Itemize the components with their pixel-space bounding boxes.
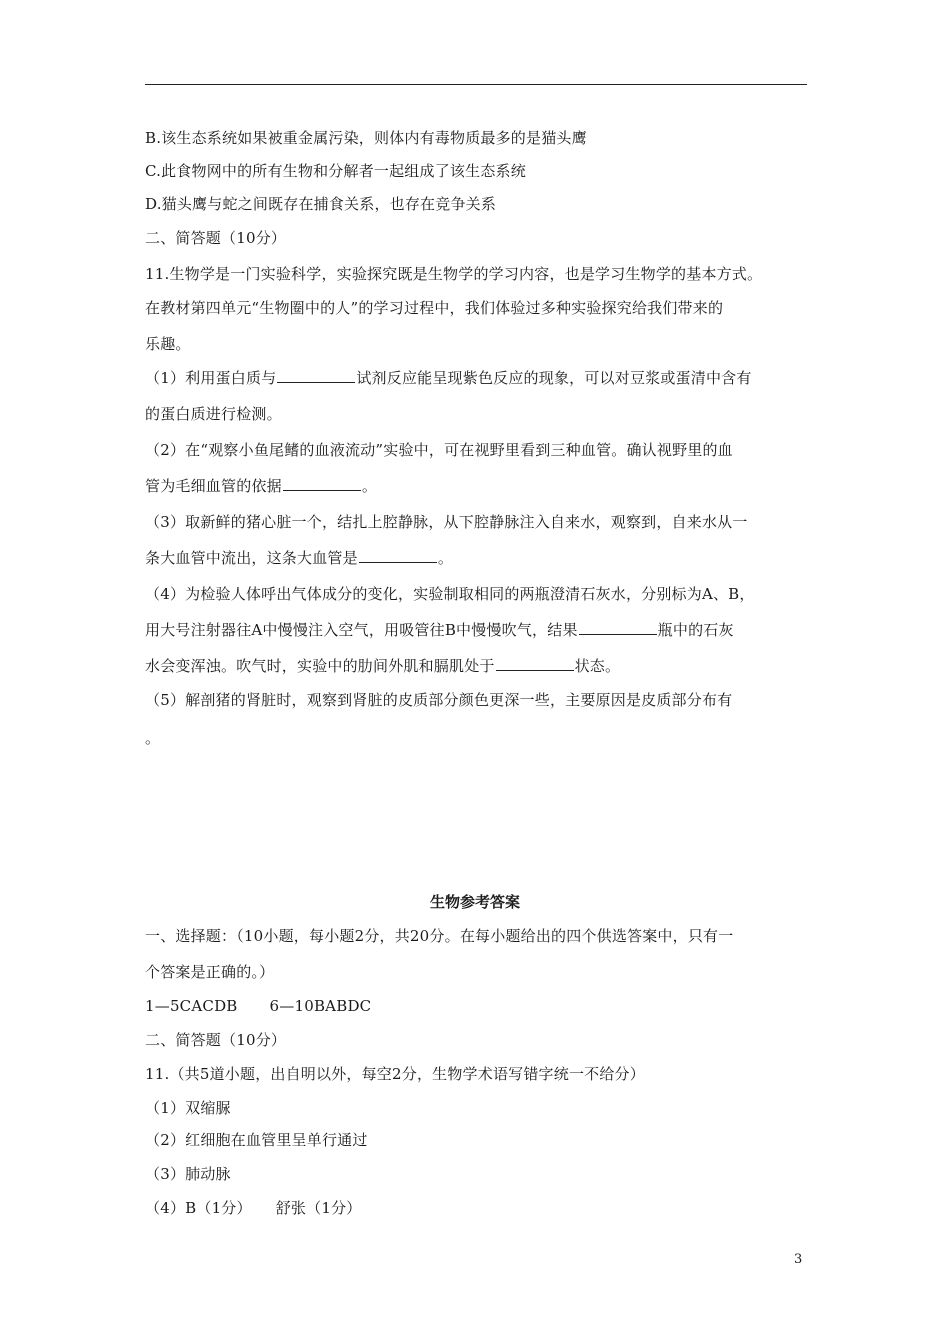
option-c: C.此食物网中的所有生物和分解者一起组成了该生态系统 bbox=[145, 162, 526, 180]
answers-section2-heading: 二、简答题（10分） bbox=[145, 1031, 287, 1049]
answer-1: （1）双缩脲 bbox=[145, 1099, 231, 1117]
answer-blank-2[interactable] bbox=[283, 476, 361, 491]
answer-blank-5[interactable] bbox=[496, 656, 574, 671]
mc-answers bbox=[145, 996, 371, 1016]
part5-line1: （5）解剖猪的肾脏时，观察到肾脏的皮质部分颜色更深一些，主要原因是皮质部分布有 bbox=[145, 691, 733, 709]
page-number: 3 bbox=[794, 1252, 803, 1267]
answers-section1-b: 个答案是正确的。） bbox=[145, 963, 275, 981]
answer-4 bbox=[145, 1198, 361, 1218]
part2-line1: （2）在“观察小鱼尾鳍的血液流动”实验中，可在视野里看到三种血管。确认视野里的血 bbox=[145, 441, 733, 459]
answers-title: 生物参考答案 bbox=[429, 893, 520, 911]
answers-section1-a: 一、选择题：（10小题，每小题2分，共20分。在每小题给出的四个供选答案中，只有一 bbox=[145, 927, 734, 945]
part1-text-a: （1）利用蛋白质与 bbox=[145, 369, 277, 387]
q11-note: 11.（共5道小题，出自明以外，每空2分，生物学术语写错字统一不给分） bbox=[145, 1065, 645, 1083]
part4-line3 bbox=[145, 656, 620, 676]
option-b: B.该生态系统如果被重金属污染，则体内有毒物质最多的是猫头鹰 bbox=[145, 129, 587, 147]
section2-heading: 二、简答题（10分） bbox=[145, 229, 287, 247]
part3-text-b: 条大血管中流出，这条大血管是 bbox=[145, 549, 358, 567]
part4-line1: （4）为检验人体呼出气体成分的变化，实验制取相同的两瓶澄清石灰水，分别标为A、B， bbox=[145, 585, 755, 603]
part5-line2: 。 bbox=[145, 729, 161, 747]
answer-blank-4[interactable] bbox=[579, 620, 657, 635]
part2-text-b: 管为毛细血管的依据 bbox=[145, 477, 282, 495]
mc-answers-6-10: 6—10BABDC bbox=[269, 997, 372, 1015]
header-rule bbox=[145, 84, 807, 85]
answer-2: （2）红细胞在血管里呈单行通过 bbox=[145, 1131, 368, 1149]
option-d: D.猫头鹰与蛇之间既存在捕食关系，也存在竞争关系 bbox=[145, 195, 497, 213]
part2-text-c: 。 bbox=[361, 477, 378, 495]
answer-4-part-b: 舒张（1分） bbox=[275, 1199, 362, 1217]
part3-line1: （3）取新鲜的猪心脏一个，结扎上腔静脉，从下腔静脉注入自来水，观察到，自来水从一 bbox=[145, 513, 748, 531]
answer-3: （3）肺动脉 bbox=[145, 1165, 231, 1183]
part1-line1 bbox=[145, 368, 752, 388]
part4-line2 bbox=[145, 620, 734, 640]
part4-text-b: 用大号注射器往A中慢慢注入空气，用吸管往B中慢慢吹气，结果 bbox=[145, 621, 578, 639]
part4-text-d: 水会变浑浊。吹气时，实验中的肋间外肌和膈肌处于 bbox=[145, 657, 495, 675]
q11-intro-1: 11.生物学是一门实验科学，实验探究既是生物学的学习内容，也是学习生物学的基本方式。 bbox=[145, 265, 763, 283]
answer-blank-3[interactable] bbox=[359, 548, 437, 563]
part4-text-c: 瓶中的石灰 bbox=[657, 621, 734, 639]
part3-line2 bbox=[145, 548, 453, 568]
part3-text-c: 。 bbox=[437, 549, 454, 567]
part1-text-b: 试剂反应能呈现紫色反应的现象，可以对豆浆或蛋清中含有 bbox=[356, 369, 752, 387]
part4-text-e: 状态。 bbox=[574, 657, 621, 675]
answer-4-part-a: （4）B（1分） bbox=[145, 1199, 252, 1217]
q11-intro-2: 在教材第四单元“生物圈中的人”的学习过程中，我们体验过多种实验探究给我们带来的 bbox=[145, 299, 724, 317]
mc-answers-1-5: 1—5CACDB bbox=[145, 997, 238, 1015]
answer-blank-1[interactable] bbox=[277, 368, 355, 383]
part1-line2: 的蛋白质进行检测。 bbox=[145, 405, 282, 423]
part2-line2 bbox=[145, 476, 377, 496]
q11-intro-3: 乐趣。 bbox=[145, 335, 191, 353]
